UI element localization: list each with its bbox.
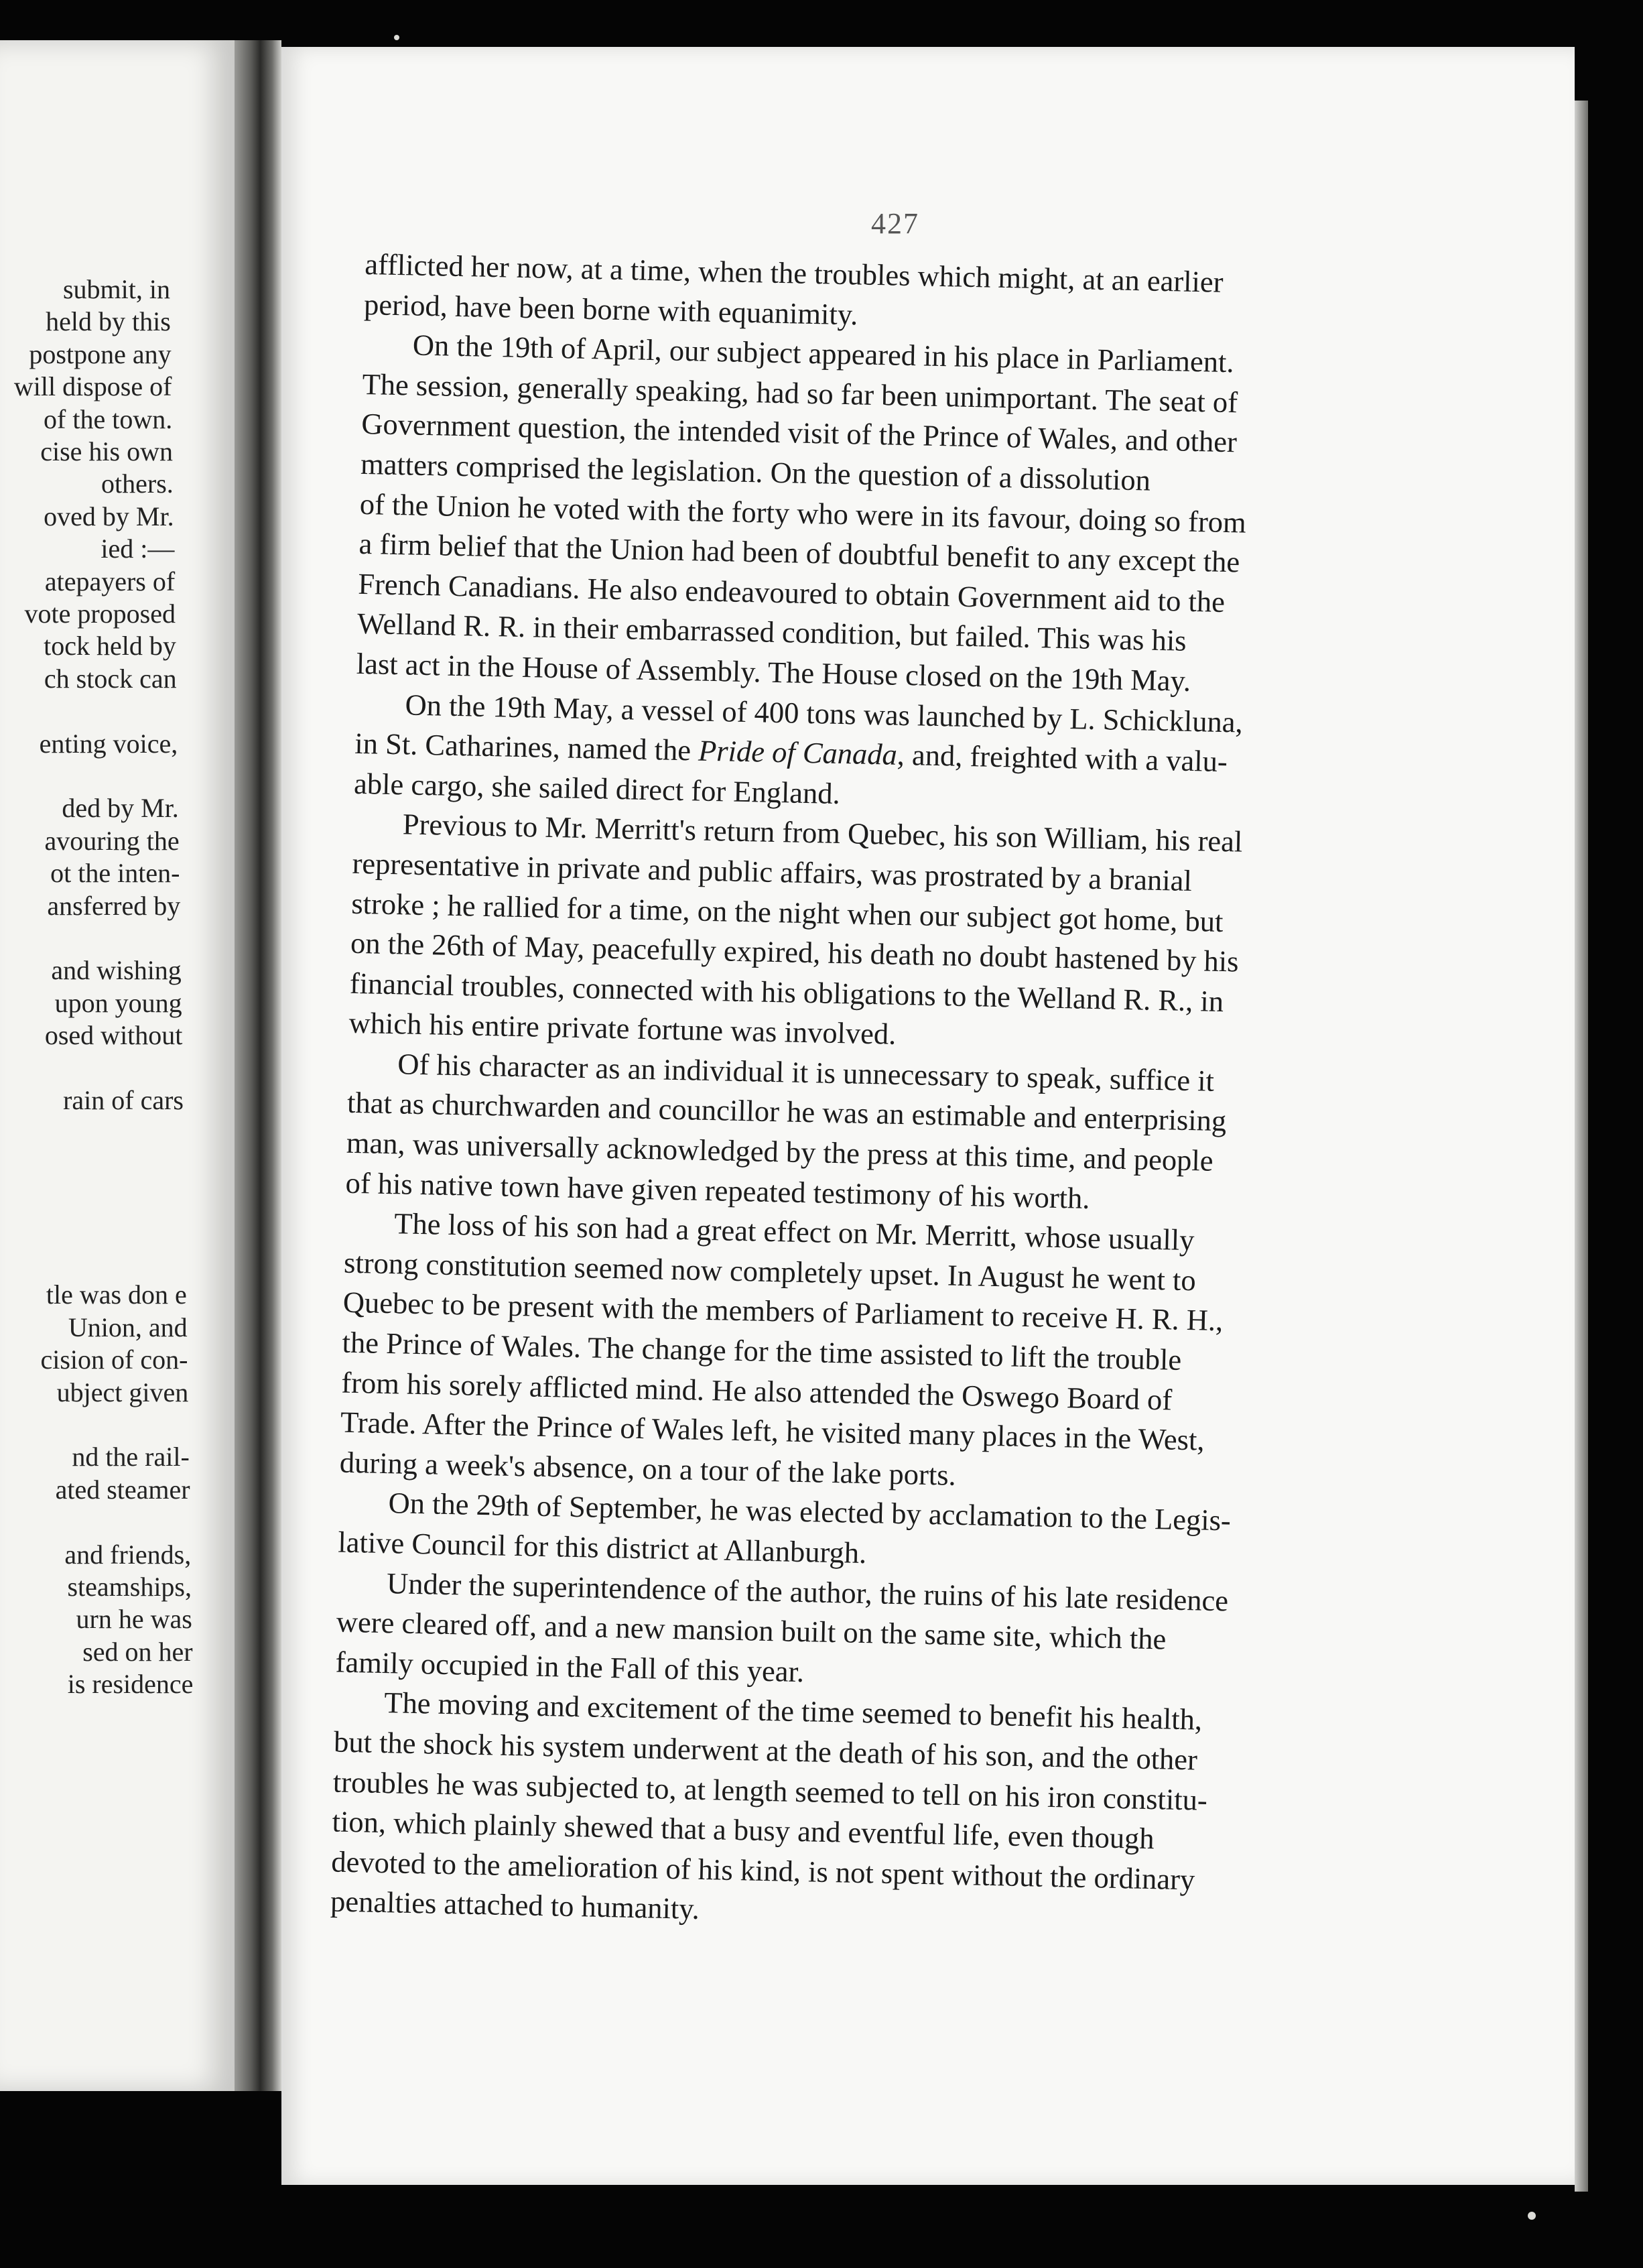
text-line-content: afflicted her now, at a time, when the troubles which might, at an earlier — [364, 247, 1224, 299]
previous-page-line: is residence — [67, 1669, 194, 1700]
text-line-content: Previous to Mr. Merritt's return from Quebec, his son William, his real — [402, 807, 1243, 859]
text-line-content: Welland R. R. in their embarrassed condition, but failed. This was his — [356, 607, 1187, 658]
text-line-content: that as churchwarden and councillor he was an estimable and enterprising — [346, 1086, 1227, 1138]
previous-page-line: Union, and — [68, 1312, 188, 1342]
previous-page-line: postpone any — [29, 338, 172, 369]
previous-page-line: cision of con- — [40, 1344, 188, 1375]
text-line-content: matters comprised the legislation. On the question of a dissolution — [360, 446, 1151, 497]
text-line-content: penalties attached to humanity. — [330, 1884, 700, 1926]
previous-page-line: tock held by — [44, 631, 176, 662]
text-line-continuation: , and, freighted with a valu- — [897, 737, 1228, 779]
text-line-content: The moving and excitement of the time seemed to benefit his health, — [383, 1686, 1203, 1737]
page-body-text — [330, 245, 1437, 1944]
text-line-content: from his sorely afflicted mind. He also attended the Oswego Board of — [340, 1365, 1173, 1417]
paragraph — [348, 804, 1425, 1066]
previous-page-line: rain of cars — [63, 1085, 184, 1115]
text-line-content: Government question, the intended visit of the Prince of Wales, and other — [360, 407, 1238, 459]
previous-page-line: upon young — [54, 987, 182, 1018]
previous-page-line: enting voice, — [39, 728, 178, 759]
text-line-content: Trade. After the Prince of Wales left, he visited many places in the West, — [340, 1405, 1205, 1457]
previous-page-line: of the town. — [44, 403, 173, 434]
previous-page-line: steamships, — [67, 1572, 192, 1602]
text-line-content: last act in the House of Assembly. The House closed on the 19th May. — [356, 646, 1191, 698]
paragraph — [330, 1682, 1407, 1944]
text-line-content: financial troubles, connected with his obligations to the Welland R. R., in — [349, 966, 1224, 1018]
previous-page-line: ubject given — [56, 1377, 189, 1407]
previous-page-line: and wishing — [51, 955, 182, 986]
text-line-content: in St. Catharines, named the — [354, 726, 699, 767]
previous-page-line: will dispose of — [13, 371, 172, 402]
text-line-content: troubles he was subjected to, at length seemed to tell on his iron constitu- — [332, 1765, 1208, 1817]
text-line-content: The loss of his son had a great effect on Mr. Merritt, whose usually — [393, 1206, 1195, 1257]
text-line-content: of his native town have given repeated testimony of his worth. — [345, 1166, 1090, 1215]
text-line-content: period, have been borne with equanimity. — [363, 287, 858, 332]
text-line-content: lative Council for this district at Allanburgh. — [337, 1525, 867, 1570]
dust-speck — [394, 35, 399, 40]
text-line-content: able cargo, she sailed direct for England. — [353, 766, 841, 810]
text-line-content: on the 26th of May, peacefully expired, his death no doubt hastened by his — [350, 926, 1240, 979]
previous-page-line: avouring the — [44, 825, 180, 856]
text-line-content: man, was universally acknowledged by the press at this time, and people — [346, 1125, 1214, 1178]
previous-page-line: ated steamer — [55, 1474, 190, 1505]
previous-page-line: oved by Mr. — [44, 501, 174, 531]
paragraph — [356, 324, 1435, 706]
text-line-content: of the Union he voted with the forty who were in its favour, doing so from — [359, 487, 1247, 540]
paragraph — [345, 1044, 1421, 1226]
previous-page-line: osed without — [44, 1020, 183, 1051]
text-line-content: Under the superintendence of the author, the ruins of his late residence — [386, 1566, 1229, 1618]
previous-page-line: submit, in — [62, 274, 170, 304]
page-edge — [1575, 101, 1588, 2192]
previous-page — [0, 40, 235, 2091]
text-line-content: Of his character as an individual it is unnecessary to speak, suffice it — [397, 1047, 1215, 1098]
text-line-content: devoted to the amelioration of his kind, is not spent without the ordinary — [330, 1844, 1195, 1897]
previous-page-text — [0, 40, 235, 2091]
text-line-content: during a week's absence, on a tour of the lake ports. — [339, 1445, 957, 1492]
text-line-content: The session, generally speaking, had so far been unimportant. The seat of — [362, 367, 1238, 420]
previous-page-line: sed on her — [82, 1636, 193, 1667]
text-line-content: French Canadians. He also endeavoured to obtain Government aid to the — [357, 566, 1226, 619]
text-line-content: stroke ; he rallied for a time, on the night when our subject got home, but — [350, 886, 1224, 938]
text-line-content: which his entire private fortune was involved. — [348, 1006, 897, 1052]
text-line-content: family occupied in the Fall of this year. — [335, 1645, 805, 1688]
previous-page-line: held by this — [46, 306, 171, 337]
text-line-content: Quebec to be present with the members of Parliament to receive H. R. H., — [342, 1285, 1224, 1338]
previous-page-line: cise his own — [40, 436, 173, 466]
previous-page-line: others. — [101, 468, 174, 499]
previous-page-line: and friends, — [64, 1539, 192, 1570]
book-gutter — [235, 40, 281, 2091]
text-line-content: On the 19th of April, our subject appeared in his place in Parliament. — [412, 328, 1235, 379]
text-line-content: tion, which plainly shewed that a busy and eventful life, even though — [332, 1804, 1155, 1856]
previous-page-line: ansferred by — [47, 890, 181, 921]
previous-page-line: ied :— — [101, 533, 175, 564]
text-line-content: a firm belief that the Union had been of doubtful benefit to any except the — [358, 527, 1240, 579]
previous-page-line: ded by Mr. — [62, 793, 179, 824]
paragraph — [335, 1562, 1409, 1704]
dust-speck — [1528, 2212, 1536, 2220]
previous-page-line: urn he was — [76, 1604, 192, 1635]
previous-page-line: nd the rail- — [72, 1442, 190, 1472]
previous-page-line: ch stock can — [44, 663, 177, 694]
text-line-content: were cleared off, and a new mansion built on the same site, which the — [336, 1604, 1167, 1656]
paragraph — [339, 1203, 1417, 1505]
page-number: 427 — [871, 207, 919, 240]
text-line-content: On the 19th May, a vessel of 400 tons was launched by L. Schickluna, — [405, 687, 1244, 739]
text-line-content: representative in private and public affairs, was prostrated by a branial — [352, 846, 1193, 897]
text-line-content: strong constitution seemed now completely upset. In August he went to — [343, 1245, 1197, 1298]
ship-name: Pride of Canada — [698, 733, 898, 771]
previous-page-line: ot the inten- — [50, 858, 180, 889]
paragraph — [354, 684, 1428, 826]
previous-page-line: atepayers of — [44, 566, 176, 596]
text-line-content: On the 29th of September, he was elected by acclamation to the Legis- — [388, 1486, 1232, 1537]
text-line-content: but the shock his system underwent at the death of his son, and the other — [333, 1724, 1198, 1777]
previous-page-line: vote proposed — [24, 598, 176, 629]
text-line-content: the Prince of Wales. The change for the time assisted to lift the trouble — [342, 1325, 1182, 1377]
previous-page-line: tle was don e — [46, 1279, 187, 1310]
